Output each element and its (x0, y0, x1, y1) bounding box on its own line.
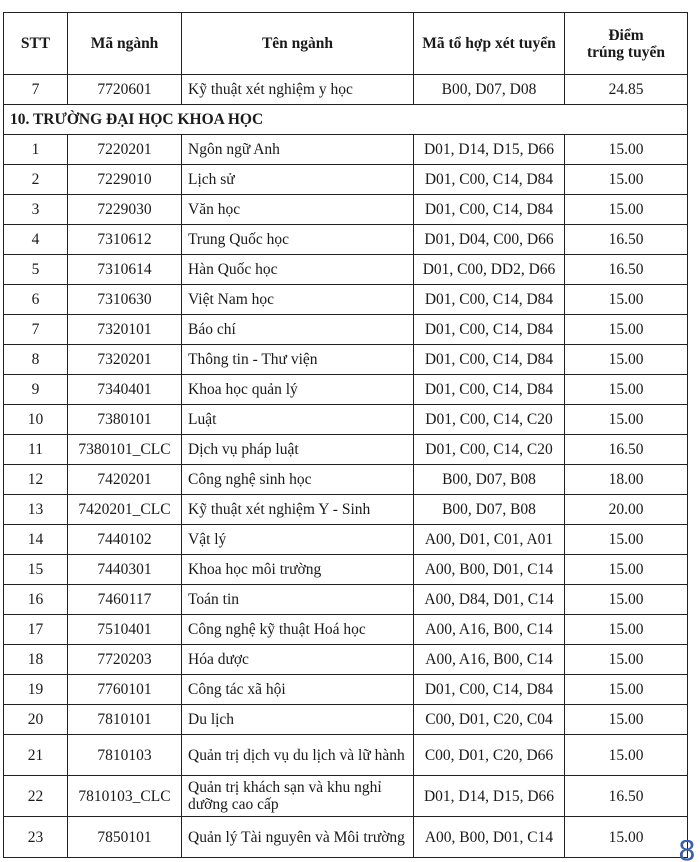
table-header-row (4, 13, 688, 75)
cell-name: Quản trị khách sạn và khu nghỉ dưỡng cao cấp (182, 776, 414, 817)
cell-name: Thông tin - Thư viện (182, 345, 414, 375)
cell-code: 7810101 (68, 705, 182, 735)
table-row (4, 645, 688, 675)
cell-score: 15.00 (565, 285, 688, 315)
cell-code: 7720601 (68, 75, 182, 105)
admission-scores-table (3, 12, 688, 858)
cell-stt: 7 (4, 75, 68, 105)
cell-name: Việt Nam học (182, 285, 414, 315)
cell-code: 7440301 (68, 555, 182, 585)
header-score-line2: trúng tuyển (587, 43, 665, 61)
cell-stt: 11 (4, 435, 68, 465)
cell-score: 16.50 (565, 776, 688, 817)
cell-stt: 8 (4, 345, 68, 375)
table-row (4, 525, 688, 555)
cell-code: 7229010 (68, 165, 182, 195)
cell-stt: 14 (4, 525, 68, 555)
cell-score: 15.00 (565, 615, 688, 645)
cell-code: 7310614 (68, 255, 182, 285)
cell-stt: 23 (4, 817, 68, 858)
cell-code: 7320101 (68, 315, 182, 345)
cell-name: Quản trị dịch vụ du lịch và lữ hành (182, 735, 414, 776)
cell-stt: 9 (4, 375, 68, 405)
table-row (4, 817, 688, 858)
cell-combo: D01, C00, C14, D84 (414, 345, 565, 375)
header-stt: STT (4, 13, 68, 75)
cell-score: 15.00 (565, 817, 688, 858)
cell-name: Du lịch (182, 705, 414, 735)
cell-name: Kỹ thuật xét nghiệm y học (182, 75, 414, 105)
cell-name: Công nghệ sinh học (182, 465, 414, 495)
cell-code: 7850101 (68, 817, 182, 858)
cell-name: Công tác xã hội (182, 675, 414, 705)
cell-name: Công nghệ kỹ thuật Hoá học (182, 615, 414, 645)
cell-stt: 18 (4, 645, 68, 675)
header-name: Tên ngành (182, 13, 414, 75)
table-row (4, 405, 688, 435)
header-score-line1: Điểm (608, 26, 644, 44)
cell-name: Kỹ thuật xét nghiệm Y - Sinh (182, 495, 414, 525)
table-row (4, 255, 688, 285)
cell-stt: 3 (4, 195, 68, 225)
table-row (4, 135, 688, 165)
cell-score: 15.00 (565, 315, 688, 345)
cell-stt: 20 (4, 705, 68, 735)
header-code: Mã ngành (68, 13, 182, 75)
cell-score: 15.00 (565, 555, 688, 585)
cell-name: Lịch sử (182, 165, 414, 195)
cell-code: 7229030 (68, 195, 182, 225)
cell-combo: D01, C00, C14, C20 (414, 405, 565, 435)
cell-score: 15.00 (565, 195, 688, 225)
cell-score: 24.85 (565, 75, 688, 105)
cell-code: 7720203 (68, 645, 182, 675)
cell-code: 7440102 (68, 525, 182, 555)
cell-combo: D01, C00, C14, D84 (414, 165, 565, 195)
cell-score: 15.00 (565, 525, 688, 555)
cell-code: 7340401 (68, 375, 182, 405)
cell-code: 7380101_CLC (68, 435, 182, 465)
cell-combo: A00, B00, D01, C14 (414, 817, 565, 858)
cell-code: 7220201 (68, 135, 182, 165)
cell-name: Khoa học quản lý (182, 375, 414, 405)
cell-score: 15.00 (565, 735, 688, 776)
cell-code: 7320201 (68, 345, 182, 375)
cell-name: Trung Quốc học (182, 225, 414, 255)
cell-stt: 15 (4, 555, 68, 585)
cell-score: 15.00 (565, 345, 688, 375)
cell-combo: B00, D07, D08 (414, 75, 565, 105)
cell-combo: D01, C00, C14, D84 (414, 315, 565, 345)
cell-combo: D01, C00, C14, D84 (414, 675, 565, 705)
cell-combo: D01, D04, C00, D66 (414, 225, 565, 255)
cell-code: 7420201_CLC (68, 495, 182, 525)
cell-combo: D01, C00, C14, D84 (414, 285, 565, 315)
cell-combo: D01, C00, C14, C20 (414, 435, 565, 465)
table-row (4, 735, 688, 776)
page-edge-mark-icon: 8 (678, 840, 696, 862)
cell-score: 18.00 (565, 465, 688, 495)
cell-name: Ngôn ngữ Anh (182, 135, 414, 165)
header-combo: Mã tổ hợp xét tuyển (414, 13, 565, 75)
section-title: 10. TRƯỜNG ĐẠI HỌC KHOA HỌC (4, 105, 688, 135)
cell-code: 7510401 (68, 615, 182, 645)
table-row (4, 195, 688, 225)
cell-score: 16.50 (565, 255, 688, 285)
cell-code: 7760101 (68, 675, 182, 705)
cell-score: 16.50 (565, 435, 688, 465)
cell-code: 7810103_CLC (68, 776, 182, 817)
cell-score: 15.00 (565, 645, 688, 675)
table-row (4, 705, 688, 735)
cell-name: Báo chí (182, 315, 414, 345)
cell-score: 15.00 (565, 405, 688, 435)
table-row (4, 585, 688, 615)
cell-stt: 1 (4, 135, 68, 165)
cell-score: 15.00 (565, 165, 688, 195)
cell-stt: 2 (4, 165, 68, 195)
table-row (4, 435, 688, 465)
cell-stt: 17 (4, 615, 68, 645)
cell-code: 7810103 (68, 735, 182, 776)
cell-stt: 12 (4, 465, 68, 495)
cell-name: Vật lý (182, 525, 414, 555)
cell-combo: A00, D01, C01, A01 (414, 525, 565, 555)
table-row (4, 776, 688, 817)
table-row (4, 165, 688, 195)
cell-stt: 4 (4, 225, 68, 255)
cell-code: 7310612 (68, 225, 182, 255)
cell-combo: D01, D14, D15, D66 (414, 135, 565, 165)
cell-name: Quản lý Tài nguyên và Môi trường (182, 817, 414, 858)
cell-stt: 21 (4, 735, 68, 776)
cell-code: 7310630 (68, 285, 182, 315)
cell-stt: 13 (4, 495, 68, 525)
cell-stt: 22 (4, 776, 68, 817)
cell-combo: A00, B00, D01, C14 (414, 555, 565, 585)
cell-stt: 19 (4, 675, 68, 705)
cell-score: 15.00 (565, 375, 688, 405)
cell-stt: 16 (4, 585, 68, 615)
cell-name: Văn học (182, 195, 414, 225)
cell-combo: A00, A16, B00, C14 (414, 645, 565, 675)
cell-stt: 7 (4, 315, 68, 345)
table-row (4, 345, 688, 375)
header-score (565, 13, 688, 75)
cell-score: 15.00 (565, 675, 688, 705)
section-row (4, 105, 688, 135)
cell-combo: D01, C00, C14, D84 (414, 195, 565, 225)
cell-combo: C00, D01, C20, C04 (414, 705, 565, 735)
cell-name: Dịch vụ pháp luật (182, 435, 414, 465)
cell-name: Hóa dược (182, 645, 414, 675)
table-row (4, 495, 688, 525)
table-row (4, 225, 688, 255)
cell-combo: D01, C00, C14, D84 (414, 375, 565, 405)
cell-name: Luật (182, 405, 414, 435)
cell-combo: A00, D84, D01, C14 (414, 585, 565, 615)
cell-score: 15.00 (565, 135, 688, 165)
cell-stt: 6 (4, 285, 68, 315)
table-row (4, 615, 688, 645)
table-row (4, 375, 688, 405)
cell-code: 7420201 (68, 465, 182, 495)
table-row (4, 285, 688, 315)
table-row (4, 465, 688, 495)
cell-combo: D01, C00, DD2, D66 (414, 255, 565, 285)
table-row (4, 675, 688, 705)
cell-stt: 10 (4, 405, 68, 435)
cell-score: 16.50 (565, 225, 688, 255)
cell-stt: 5 (4, 255, 68, 285)
cell-combo: A00, A16, B00, C14 (414, 615, 565, 645)
cell-score: 15.00 (565, 705, 688, 735)
cell-code: 7380101 (68, 405, 182, 435)
cell-combo: B00, D07, B08 (414, 465, 565, 495)
cell-score: 15.00 (565, 585, 688, 615)
table-row (4, 555, 688, 585)
cell-combo: B00, D07, B08 (414, 495, 565, 525)
table-row (4, 75, 688, 105)
cell-combo: D01, D14, D15, D66 (414, 776, 565, 817)
cell-combo: C00, D01, C20, D66 (414, 735, 565, 776)
cell-name: Khoa học môi trường (182, 555, 414, 585)
table-row (4, 315, 688, 345)
cell-name: Toán tin (182, 585, 414, 615)
cell-code: 7460117 (68, 585, 182, 615)
cell-score: 20.00 (565, 495, 688, 525)
cell-name: Hàn Quốc học (182, 255, 414, 285)
